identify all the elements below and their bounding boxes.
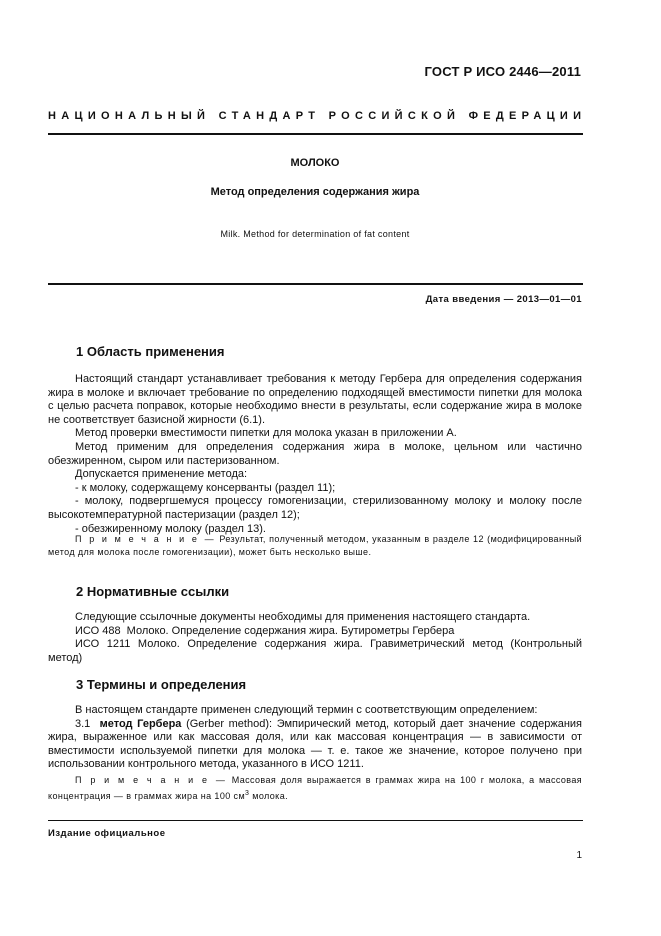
footer-divider [48, 820, 583, 821]
note-text: Массовая доля выражается в граммах жира на 100 г молока, а массовая концентрация — в граммах жира на 100 см [48, 775, 583, 802]
term-definition [48, 718, 582, 772]
section-1-paragraph: Допускается применение метода: [75, 468, 248, 481]
english-title: Milk. Method for determination of fat content [220, 229, 410, 239]
reference-item: ИСО 1211 Молоко. Определение содержания жира. Гравиметрический метод (Контрольный метод) [48, 638, 582, 664]
note-label: П р и м е ч а н и е — [75, 534, 217, 544]
section-2-body [48, 611, 582, 665]
section-1-heading: 1 Область применения [76, 344, 225, 359]
note-text-end: молока. [249, 791, 289, 802]
page-number: 1 [576, 850, 582, 861]
term-number: 3.1 [75, 717, 91, 730]
section-3-body [48, 704, 582, 772]
note-label: П р и м е ч а н и е — [75, 775, 228, 785]
national-standard-heading: НАЦИОНАЛЬНЫЙ СТАНДАРТ РОССИЙСКОЙ ФЕДЕРАЦИИ [48, 110, 587, 122]
section-3-note [48, 774, 582, 804]
section-1-paragraph: Метод проверки вместимости пипетки для молока указан в приложении А. [75, 427, 457, 440]
term-text: (Gerber method): Эмпирический метод, который дает значение содержания жира, выраженное или как массовая доля, или как массовая концентрация — в зависимости от вместимости используемой пипетки для молока — т. е. такое же значение, которое получено при использовании контрольного метода, указанного в ИСО 1211. [48, 717, 582, 771]
section-1-list-item: - к молоку, содержащему консерванты (раздел 11); [75, 481, 336, 494]
section-2-paragraph: Следующие ссылочные документы необходимы для применения настоящего стандарта. [75, 611, 531, 623]
section-1-list-item: - обезжиренному молоку (раздел 13). [75, 522, 266, 535]
document-number: ГОСТ Р ИСО 2446—2011 [424, 64, 581, 79]
note-superscript: 3 [245, 790, 250, 798]
section-1-note [48, 533, 582, 560]
section-1-body [48, 373, 582, 536]
header-divider [48, 133, 583, 135]
section-1-paragraph: Настоящий стандарт устанавливает требования к методу Гербера для определения содержания жира в молоке и включает требование по определению подходящей вместимости пипетки для молока с целью расчета поправок, которые необходимо внести в результаты, если содержание жира в молоке не соответствует базисной жирности (6.1). [48, 373, 582, 426]
section-3-paragraph: В настоящем стандарте применен следующий термин с соответствующим определением: [75, 704, 538, 716]
document-subtitle: Метод определения содержания жира [210, 186, 420, 198]
intro-date: Дата введения — 2013—01—01 [425, 294, 582, 305]
edition-label: Издание официальное [48, 828, 166, 839]
section-3-heading: 3 Термины и определения [76, 677, 247, 692]
term-name: метод Гербера [99, 717, 182, 730]
title-divider [48, 283, 583, 285]
section-2-heading: 2 Нормативные ссылки [76, 584, 230, 599]
document-title: МОЛОКО [290, 157, 340, 169]
note-text: Результат, полученный методом, указанным в разделе 12 (модифицированный метод для молока после гомогенизации), может быть несколько выше. [48, 534, 582, 558]
reference-item: ИСО 488 Молоко. Определение содержания жира. Бутирометры Гербера [75, 624, 455, 637]
section-1-paragraph: Метод применим для определения содержания жира в молоке, цельном или частично обезжиренном, сыром или пастеризованном. [48, 440, 582, 467]
section-1-list-item: - молоку, подвергшемуся процессу гомогенизации, стерилизованному молоку и молоку после высокотемпературной пастеризации (раздел 12); [48, 495, 582, 521]
